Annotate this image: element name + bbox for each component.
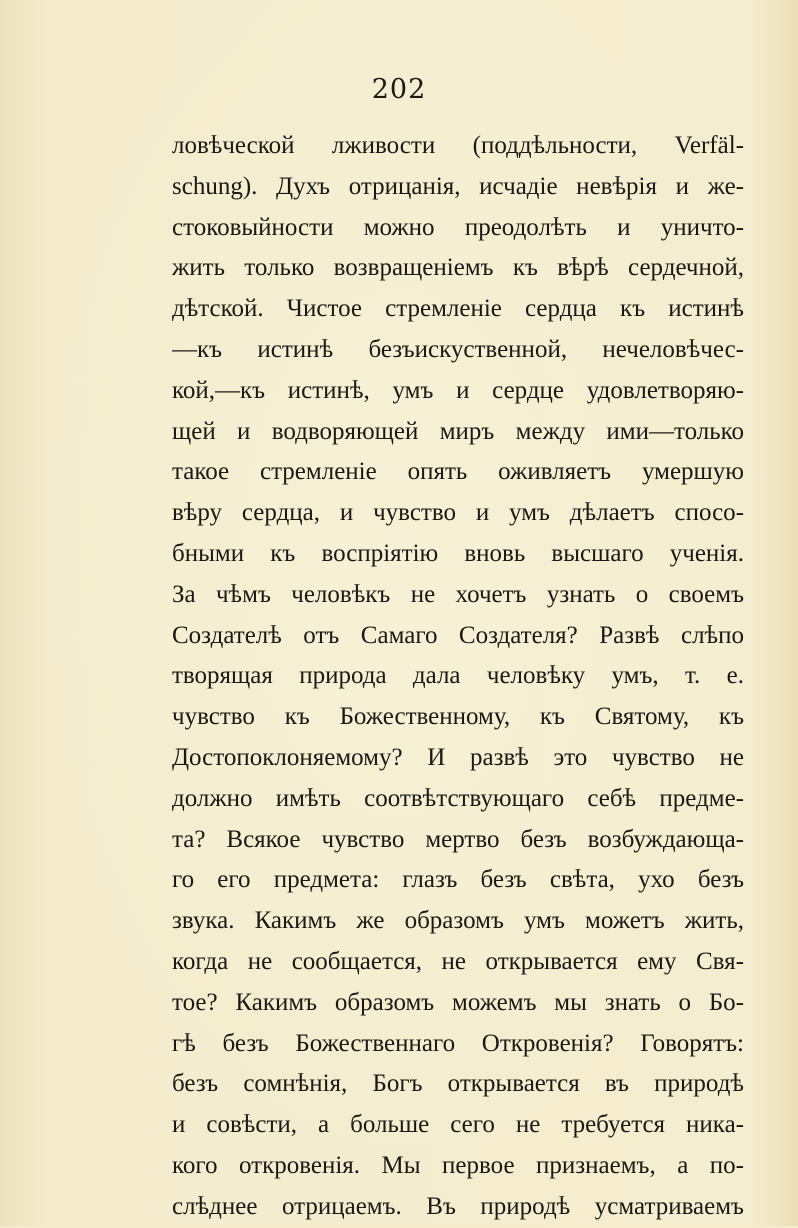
text-line: слѣднее отрицаемъ. Въ природѣ усматриваемъ — [172, 1192, 744, 1220]
text-line: жить только возвращеніемъ къ вѣрѣ сердечной, — [172, 254, 744, 282]
text-line: тое? Какимъ образомъ можемъ мы знать о Бо- — [172, 988, 744, 1016]
text-line: творящая природа дала человѣку умъ, т. е. — [172, 662, 744, 690]
text-line: За чѣмъ человѣкъ не хочетъ узнать о своемъ — [172, 580, 744, 608]
text-line: звука. Какимъ же образомъ умъ можетъ жить, — [172, 907, 744, 935]
text-line: чувство къ Божественному, къ Святому, къ — [172, 703, 744, 731]
text-line: ловѣческой лживости (поддѣльности, Verfäl- — [172, 132, 744, 159]
text-line: та? Всякое чувство мертво безъ возбуждающа- — [172, 825, 744, 853]
text-line: —къ истинѣ безъискуственной, нечеловѣчес- — [172, 335, 744, 363]
text-line: Достопоклоняемому? И развѣ это чувство не — [172, 743, 744, 771]
text-line: и совѣсти, а больше сего не требуется ника- — [172, 1111, 744, 1139]
text-line: безъ сомнѣнія, Богъ открывается въ природѣ — [172, 1070, 744, 1098]
text-line: щей и водворяющей миръ между ими—только — [172, 417, 744, 445]
text-line: бными къ воспріятію вновь высшаго ученія. — [172, 539, 744, 567]
text-line: го его предмета: глазъ безъ свѣта, ухо безъ — [172, 866, 744, 894]
text-line: такое стремленіе опять оживляетъ умершую — [172, 458, 744, 486]
text-line: дѣтской. Чистое стремленіе сердца къ истинѣ — [172, 295, 744, 323]
body-text — [172, 126, 744, 1228]
page-number: 202 — [371, 74, 427, 105]
text-line: должно имѣть соотвѣтствующаго себѣ предме- — [172, 784, 744, 812]
text-line: вѣру сердца, и чувство и умъ дѣлаетъ спосо- — [172, 499, 744, 527]
text-line: schung). Духъ отрицанія, исчадіе невѣрія и же- — [172, 172, 744, 200]
text-line: Создателѣ отъ Самаго Создателя? Развѣ слѣпо — [172, 621, 744, 649]
text-line: кого откровенія. Мы первое признаемъ, а по- — [172, 1151, 744, 1179]
text-line: когда не сообщается, не открывается ему Свя- — [172, 947, 744, 975]
text-line: стоковыйности можно преодолѣть и уничто- — [172, 213, 744, 241]
text-line: кой,—къ истинѣ, умъ и сердце удовлетворяю- — [172, 376, 744, 404]
text-line: гѣ безъ Божественнаго Откровенія? Говорятъ: — [172, 1029, 744, 1057]
